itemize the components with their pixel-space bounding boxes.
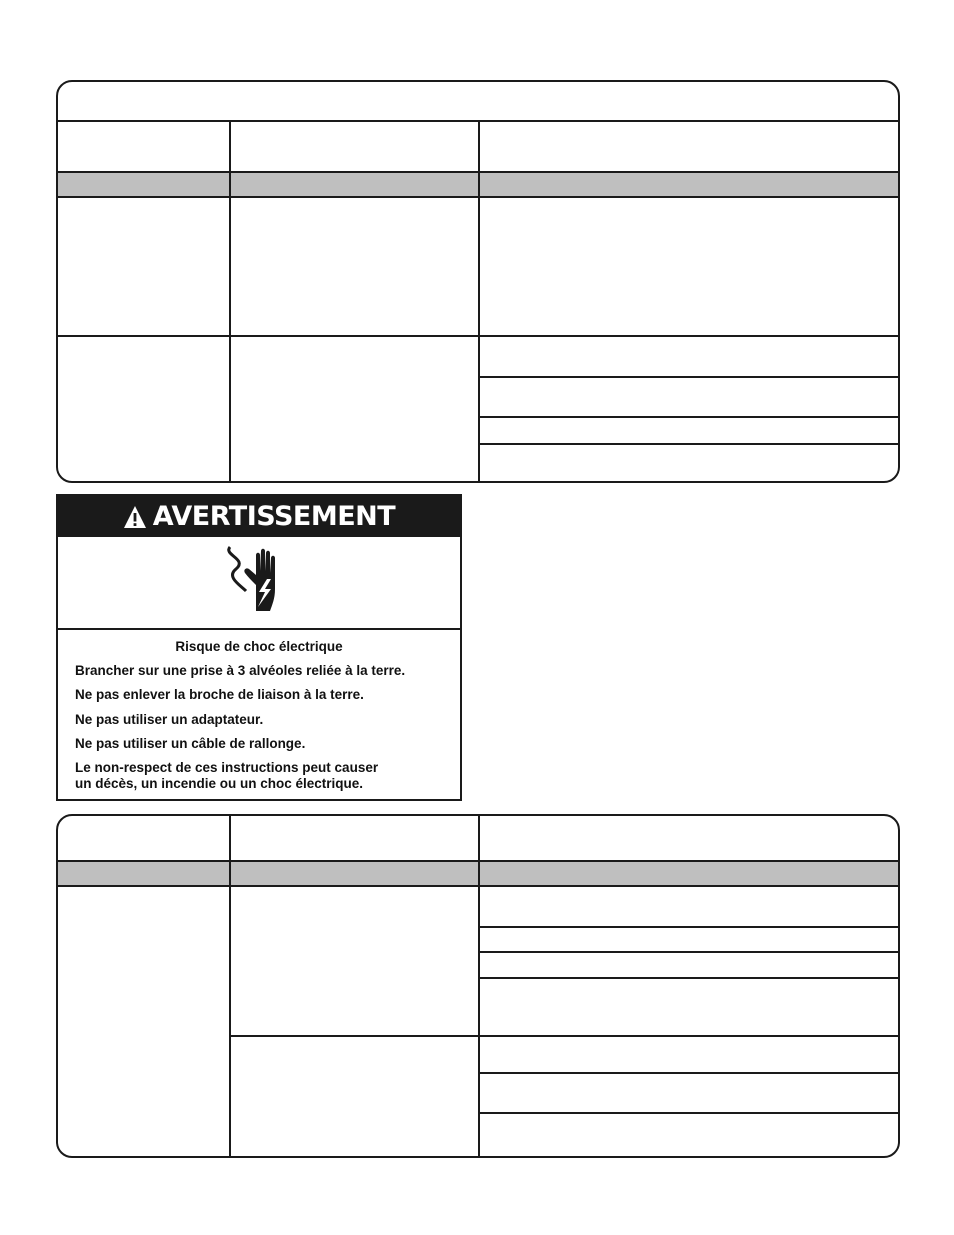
warning-icon-area [58,537,460,630]
warning-line: Brancher sur une prise à 3 alvéoles reliée à la terre. [75,663,406,678]
warning-consequence: un décès, un incendie ou un choc électrique. [75,776,364,791]
warning-title: AVERTISSEMENT [152,501,396,532]
table-bottom-subrow-divider-2 [479,951,898,953]
warning-triangle-icon [123,505,147,529]
table-bottom-subrow-divider-5 [479,1112,898,1114]
electric-shock-warning [56,494,462,801]
table-bottom-subrow-divider-3 [479,977,898,979]
table-top-col-divider-2 [478,121,480,481]
warning-line: Ne pas utiliser un adaptateur. [75,712,264,727]
warning-line: Ne pas utiliser un câble de rallonge. [75,736,306,751]
warning-line: Ne pas enlever la broche de liaison à la terre. [75,687,364,702]
table-top-subrow-divider-1 [479,376,898,378]
table-bottom-row-divider [230,1035,898,1037]
table-top-subrow-divider-3 [479,443,898,445]
table-bottom-subrow-divider-4 [479,1072,898,1074]
table-bottom-subrow-divider-1 [479,926,898,928]
warning-header [58,496,460,537]
table-top-subrow-divider-2 [479,416,898,418]
table-top-col-divider-1 [229,121,231,481]
table-bottom-col-divider-1 [229,816,231,1156]
electric-shock-hand-icon [218,545,288,617]
table-top-row-divider [58,335,898,337]
table-bottom-col-divider-2 [478,816,480,1156]
warning-consequence: Le non-respect de ces instructions peut causer [75,760,379,775]
warning-risk: Risque de choc électrique [175,639,343,654]
